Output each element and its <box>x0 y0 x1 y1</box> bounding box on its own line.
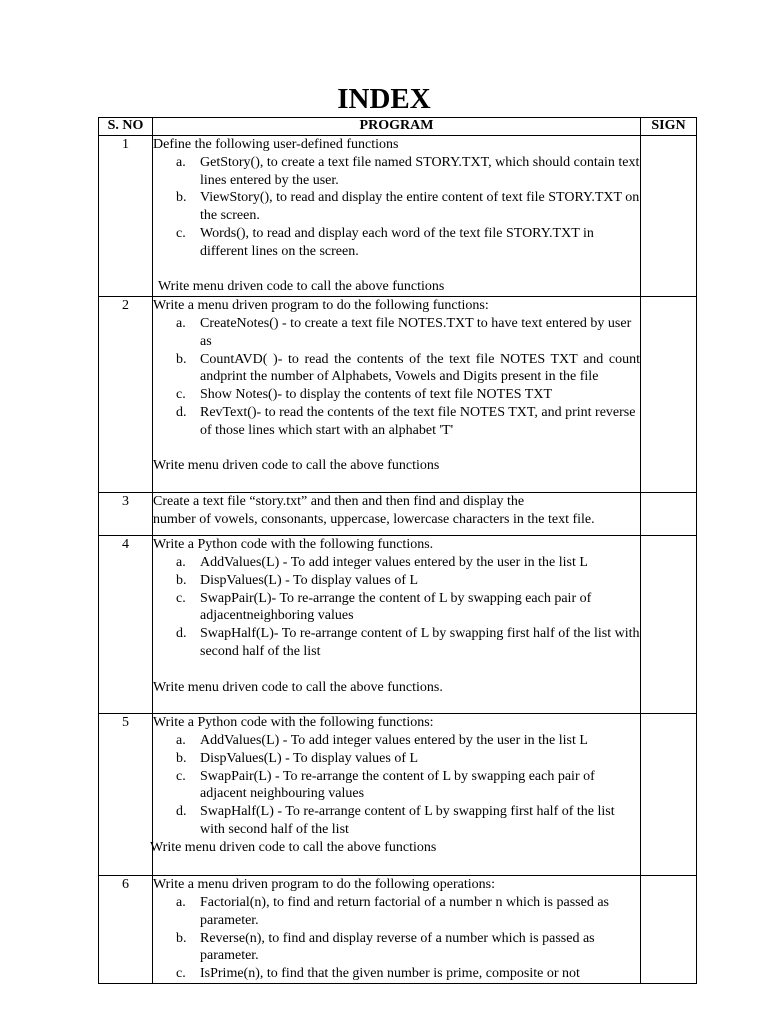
list-marker: c. <box>176 225 186 241</box>
sign-cell <box>641 297 697 493</box>
list-marker: b. <box>176 190 187 206</box>
row-number: 6 <box>99 876 153 984</box>
list-item <box>153 315 640 351</box>
sign-cell <box>641 536 697 714</box>
list-marker: c. <box>176 966 186 982</box>
program-intro: Write a menu driven program to do the following functions: <box>153 298 489 314</box>
list-marker: c. <box>176 768 186 784</box>
function-list <box>153 554 640 661</box>
program-intro: Write a Python code with the following functions. <box>153 537 434 553</box>
list-item <box>153 554 640 572</box>
list-marker: d. <box>176 626 187 642</box>
program-line-2: number of vowels, consonants, uppercase, lowercase characters in the text file. <box>153 511 595 527</box>
list-item <box>153 351 640 387</box>
program-outro: Write menu driven code to call the above functions <box>150 839 437 855</box>
list-item-text: IsPrime(n), to find that the given number is prime, composite or not <box>200 966 580 982</box>
list-marker: b. <box>176 930 187 946</box>
list-item-text: CreateNotes() - to create a text file NOTES.TXT to have text entered by user as <box>200 315 632 349</box>
list-item <box>153 625 640 661</box>
program-intro: Write a menu driven program to do the following operations: <box>153 877 495 893</box>
function-list <box>153 732 640 839</box>
program-line-1: Create a text file “story.txt” and then and then find and display the <box>153 494 525 510</box>
program-cell <box>153 493 641 536</box>
list-item-text: DispValues(L) - To display values of L <box>200 750 419 766</box>
list-marker: c. <box>176 387 186 403</box>
program-cell <box>153 297 641 493</box>
list-marker: a. <box>176 315 186 331</box>
list-item-text: SwapHalf(L) - To re-arrange content of L by swapping first half of the list with second half of the list <box>200 804 615 837</box>
list-marker: a. <box>176 894 186 910</box>
header-sno: S. NO <box>99 118 153 136</box>
list-item <box>153 386 640 404</box>
list-item <box>153 894 640 930</box>
list-item-text: Show Notes()- to display the contents of text file NOTES TXT <box>200 387 553 403</box>
list-item <box>153 590 640 626</box>
table-row <box>99 536 697 714</box>
list-marker: a. <box>176 732 186 748</box>
function-list <box>153 894 640 983</box>
table-row <box>99 876 697 984</box>
program-cell <box>153 136 641 297</box>
list-item-text: AddValues(L) - To add integer values entered by the user in the list L <box>200 554 588 570</box>
list-item-text: ViewStory(), to read and display the entire content of text file STORY.TXT on the screen. <box>200 190 640 224</box>
list-item-text: SwapPair(L) - To re-arrange the content of L by swapping each pair of adjacent neighbouring values <box>200 768 595 802</box>
program-intro: Define the following user-defined functions <box>153 137 399 152</box>
sign-cell <box>641 714 697 876</box>
list-item-text: RevText()- to read the contents of the text file NOTES TXT, and print reverse of those lines which start with an alphabet 'T' <box>200 404 636 438</box>
list-item <box>153 803 640 839</box>
list-marker: d. <box>176 804 187 820</box>
list-item <box>153 404 640 440</box>
list-item-text: AddValues(L) - To add integer values entered by the user in the list L <box>200 732 588 748</box>
index-table <box>98 117 697 984</box>
list-marker: b. <box>176 572 187 588</box>
list-item <box>153 225 640 261</box>
row-number: 1 <box>99 136 153 297</box>
list-item <box>153 750 640 768</box>
list-item-text: CountAVD( )- to read the contents of the text file NOTES TXT and count andprint the number of Alphabets, Vowels and Digits present in the file <box>200 351 640 385</box>
function-list <box>153 315 640 440</box>
list-item-text: Reverse(n), to find and display reverse of a number which is passed as parameter. <box>200 930 595 964</box>
list-item <box>153 154 640 190</box>
header-sign: SIGN <box>641 118 697 136</box>
list-marker: a. <box>176 154 186 170</box>
list-item <box>153 930 640 966</box>
program-outro: Write menu driven code to call the above functions <box>153 458 440 474</box>
list-item <box>153 572 640 590</box>
table-row <box>99 136 697 297</box>
header-program: PROGRAM <box>153 118 641 136</box>
list-item-text: DispValues(L) - To display values of L <box>200 572 419 588</box>
list-item <box>153 189 640 225</box>
row-number: 4 <box>99 536 153 714</box>
list-item-text: SwapHalf(L)- To re-arrange content of L by swapping first half of the list with second half of the list <box>200 626 640 659</box>
list-item <box>153 965 640 983</box>
sign-cell <box>641 493 697 536</box>
list-item <box>153 732 640 750</box>
table-row <box>99 714 697 876</box>
program-intro: Write a Python code with the following functions: <box>153 715 434 731</box>
list-item-text: GetStory(), to create a text file named STORY.TXT, which should contain text lines entered by the user. <box>200 154 640 188</box>
program-cell <box>153 536 641 714</box>
list-item-text: Factorial(n), to find and return factorial of a number n which is passed as parameter. <box>200 894 609 928</box>
list-marker: d. <box>176 404 187 420</box>
sign-cell <box>641 136 697 297</box>
list-marker: c. <box>176 590 186 606</box>
list-item-text: Words(), to read and display each word of the text file STORY.TXT in different lines on the screen. <box>200 225 594 259</box>
list-item <box>153 768 640 804</box>
list-marker: b. <box>176 750 187 766</box>
program-outro: Write menu driven code to call the above functions. <box>153 679 443 695</box>
row-number: 3 <box>99 493 153 536</box>
page-title: INDEX <box>337 83 431 115</box>
table-row <box>99 493 697 536</box>
sign-cell <box>641 876 697 984</box>
row-number: 5 <box>99 714 153 876</box>
table-row <box>99 297 697 493</box>
list-marker: a. <box>176 554 186 570</box>
row-number: 2 <box>99 297 153 493</box>
program-cell <box>153 876 641 984</box>
program-outro: Write menu driven code to call the above functions <box>158 279 445 295</box>
table-header-row <box>99 118 697 136</box>
program-cell <box>150 714 641 876</box>
list-item-text: SwapPair(L)- To re-arrange the content of L by swapping each pair of adjacentneighboring values <box>200 590 592 624</box>
function-list <box>153 154 640 261</box>
list-marker: b. <box>176 351 187 367</box>
